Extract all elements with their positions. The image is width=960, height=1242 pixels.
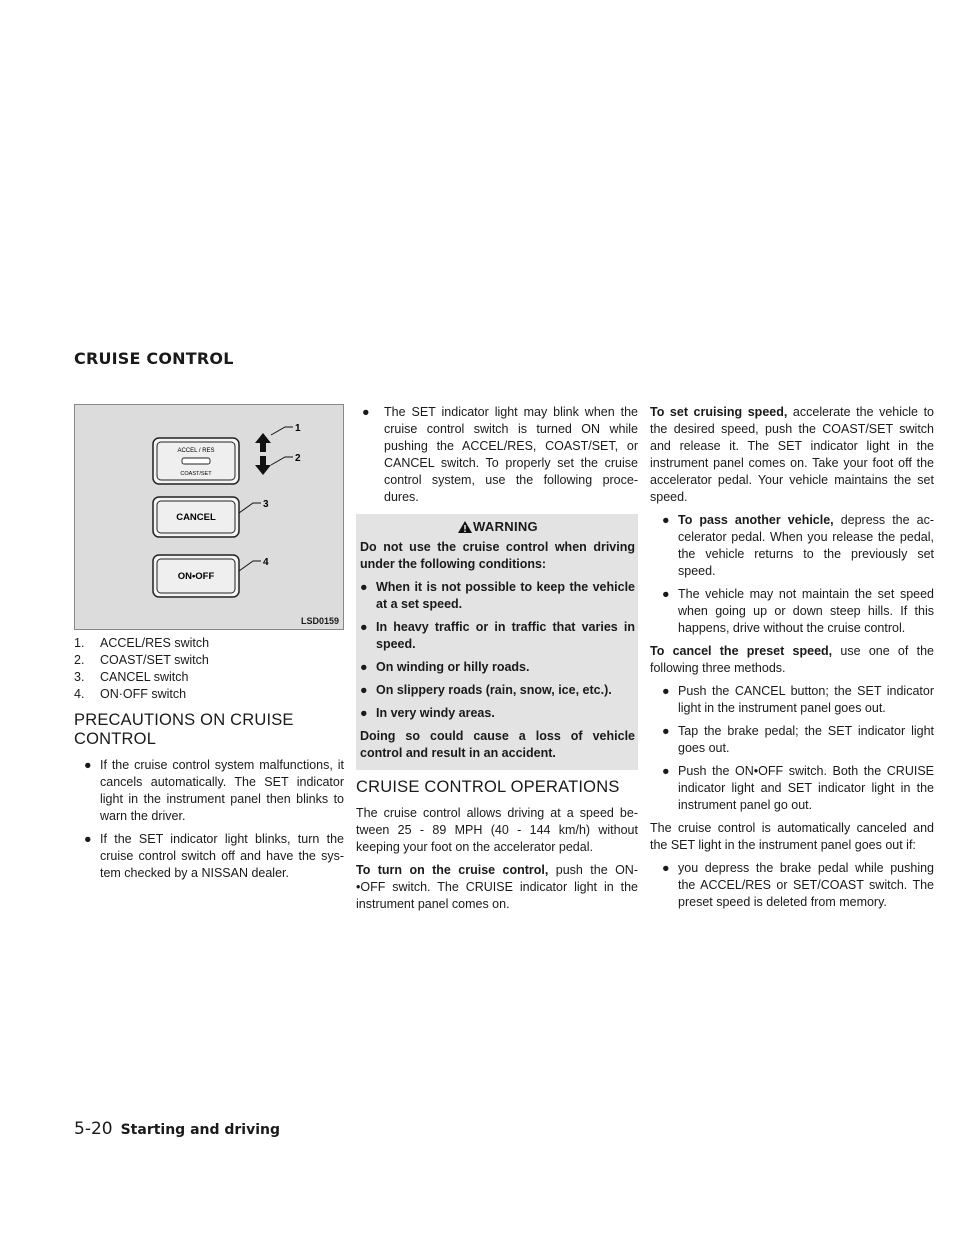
bullet-icon: ●	[662, 724, 670, 738]
warning-triangle-icon	[457, 520, 473, 534]
down-arrow-icon	[255, 456, 271, 475]
legend-text: ON·OFF switch	[100, 687, 187, 701]
cancel-bullet-text: Push the ON•OFF switch. Both the CRUISE indicator light and SET indicator light in the instrument panel go out.	[678, 764, 934, 812]
callout-1: 1	[295, 423, 301, 434]
cancel-text: use one of the following three methods.	[650, 644, 934, 675]
legend-num: 2.	[74, 653, 85, 667]
column-2	[356, 404, 638, 919]
bullet-icon: ●	[360, 683, 368, 697]
figure-legend	[74, 635, 344, 703]
bullet-icon: ●	[662, 587, 670, 601]
switch-figure	[74, 404, 344, 630]
bullet-icon: ●	[662, 513, 670, 527]
bullet-icon: ●	[360, 620, 368, 634]
up-arrow-icon	[255, 433, 271, 452]
accel-coast-center-slot	[182, 458, 210, 464]
cancel-bullet	[650, 683, 934, 717]
bullet-icon: ●	[84, 758, 92, 772]
legend-text: COAST/SET switch	[100, 653, 209, 667]
warning-item	[360, 682, 635, 699]
callout-line-2	[271, 457, 293, 465]
callout-line-4	[239, 561, 261, 571]
warning-item-text: When it is not possible to keep the vehicle at a set speed.	[376, 580, 635, 611]
legend-item	[74, 652, 344, 669]
bullet-icon: ●	[662, 764, 670, 778]
callout-2: 2	[295, 453, 301, 464]
operations-heading: CRUISE CONTROL OPERATIONS	[356, 778, 620, 796]
set-speed-bullet	[650, 512, 934, 580]
figure-code: LSD0159	[300, 616, 339, 626]
precaution-text: The SET indicator light may blink when the cruise control switch is turned ON while pushing the ACCEL/RES, COAST/SET, or CANCEL switch. To properly set the cruise control system, use the following proce- dures.	[384, 405, 638, 504]
bullet-icon: ●	[360, 580, 368, 594]
cancel-label: CANCEL	[176, 512, 216, 523]
section-title: CRUISE CONTROL	[74, 349, 234, 368]
legend-item	[74, 635, 344, 652]
bullet-icon: ●	[662, 861, 670, 875]
legend-num: 1.	[74, 636, 85, 650]
bullet-icon: ●	[360, 660, 368, 674]
precautions-heading: PRECAUTIONS ON CRUISE CONTROL	[74, 711, 294, 748]
cancel-bullet-text: Tap the brake pedal; the SET indicator light goes out.	[678, 724, 934, 755]
precaution-text: If the cruise control system malfunctions, it cancels automatically. The SET indicator light in the instrument panel then blinks to warn the driver.	[100, 758, 344, 823]
warning-item-text: In heavy traffic or in traffic that varies in speed.	[376, 620, 635, 651]
operations-intro: The cruise control allows driving at a speed be- tween 25 - 89 MPH (40 - 144 km/h) without keeping your foot on the accelerator pedal.	[356, 806, 638, 854]
on-off-label: ON•OFF	[177, 571, 215, 582]
set-speed-lead: To set cruising speed,	[650, 405, 788, 419]
warning-header	[360, 518, 635, 535]
accel-res-label: ACCEL / RES	[177, 448, 215, 454]
page-footer	[74, 1121, 280, 1139]
warning-item	[360, 579, 635, 613]
warning-item-text: On slippery roads (rain, snow, ice, etc.).	[376, 683, 612, 697]
warning-title: WARNING	[473, 519, 538, 534]
cancel-bullet	[650, 763, 934, 814]
set-speed-paragraph	[650, 404, 934, 506]
legend-text: CANCEL switch	[100, 670, 189, 684]
warning-item-text: In very windy areas.	[376, 706, 495, 720]
set-speed-text: accelerate the vehicle to the desired speed, push the COAST/SET switch and release it. The SET indicator light in the instrument panel comes on. Take your foot off the accelerator pedal. Your vehicle maintains the set speed.	[650, 405, 934, 504]
legend-num: 3.	[74, 670, 85, 684]
turn-on-text: push the ON- •OFF switch. The CRUISE indicator light in the instrument panel comes on.	[356, 863, 638, 911]
chapter-title: Starting and driving	[120, 1122, 281, 1138]
auto-cancel-paragraph: The cruise control is automatically canceled and the SET light in the instrument panel goes out if:	[650, 821, 934, 852]
warning-item	[360, 659, 635, 676]
callout-line-3	[239, 503, 261, 513]
warning-item	[360, 705, 635, 722]
legend-item	[74, 686, 344, 703]
auto-cancel-bullet-text: you depress the brake pedal while pushing the ACCEL/RES or SET/COAST switch. The preset speed is deleted from memory.	[678, 861, 934, 909]
precaution-bullet	[74, 831, 344, 882]
set-speed-bullet	[650, 586, 934, 637]
cancel-bullet	[650, 723, 934, 757]
legend-text: ACCEL/RES switch	[100, 636, 210, 650]
bullet-icon: ●	[360, 706, 368, 720]
warning-intro: Do not use the cruise control when driving under the following conditions:	[360, 540, 635, 571]
pass-vehicle-lead: To pass another vehicle,	[678, 513, 834, 527]
column-3	[650, 404, 934, 917]
cancel-paragraph	[650, 643, 934, 677]
hills-text: The vehicle may not maintain the set speed when going up or down steep hills. If this happens, drive without the cruise control.	[678, 587, 934, 635]
bullet-icon: ●	[362, 405, 370, 419]
warning-item-text: On winding or hilly roads.	[376, 660, 530, 674]
callout-4: 4	[263, 557, 269, 568]
auto-cancel-bullet	[650, 860, 934, 911]
turn-on-lead: To turn on the cruise control,	[356, 863, 549, 877]
switch-diagram	[75, 405, 343, 629]
column-1	[74, 404, 344, 888]
precaution-bullet	[74, 757, 344, 825]
coast-set-label: COAST/SET	[180, 471, 212, 477]
legend-num: 4.	[74, 687, 85, 701]
pass-vehicle-text: depress the ac- celerator pedal. When you release the pedal, the vehicle returns to the previously set speed.	[678, 513, 934, 578]
legend-item	[74, 669, 344, 686]
turn-on-paragraph	[356, 862, 638, 913]
page-number: 5-20	[74, 1119, 113, 1139]
warning-item	[360, 619, 635, 653]
callout-3: 3	[263, 499, 269, 510]
bullet-icon: ●	[662, 684, 670, 698]
cancel-bullet-text: Push the CANCEL button; the SET indicator light in the instrument panel goes out.	[678, 684, 934, 715]
cancel-lead: To cancel the preset speed,	[650, 644, 833, 658]
callout-line-1	[271, 427, 293, 435]
precaution-text: If the SET indicator light blinks, turn the cruise control switch off and have the sys- tem checked by a NISSAN dealer.	[100, 832, 344, 880]
bullet-icon: ●	[84, 832, 92, 846]
warning-box	[356, 514, 638, 770]
precaution-bullet	[356, 404, 638, 506]
warning-outro: Doing so could cause a loss of vehicle control and result in an accident.	[360, 729, 635, 760]
